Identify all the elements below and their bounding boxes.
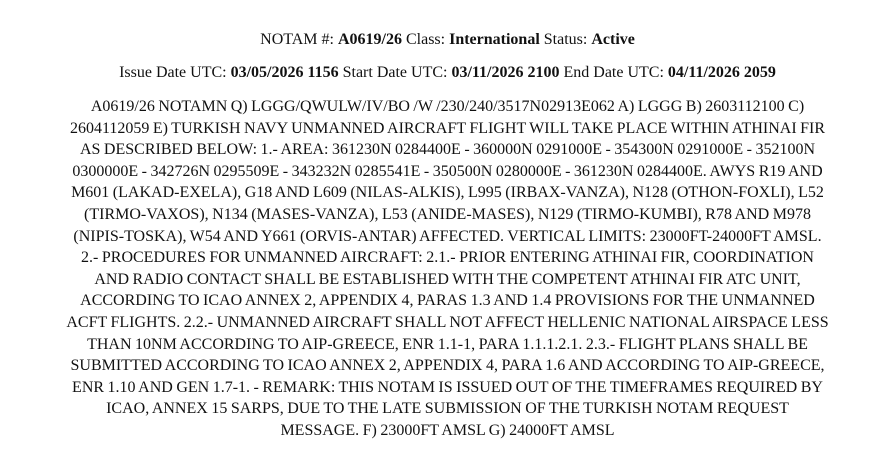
notam-text-line: ACFT FLIGHTS. 2.2.- UNMANNED AIRCRAFT SHALL NOT AFFECT HELLENIC NATIONAL AIRSPACE LESS — [66, 313, 829, 331]
notam-text-line: ENR 1.10 AND GEN 1.7-1. - REMARK: THIS NOTAM IS ISSUED OUT OF THE TIMEFRAMES REQUIRED BY — [72, 378, 823, 396]
status-value: Active — [591, 31, 635, 48]
notam-text-line: ICAO, ANNEX 15 SARPS, DUE TO THE LATE SUBMISSION OF THE TURKISH NOTAM REQUEST — [106, 400, 789, 418]
issue-date-label: Issue Date UTC: — [119, 64, 227, 81]
notam-number-value: A0619/26 — [337, 31, 402, 48]
notam-text-line: SUBMITTED ACCORDING TO ICAO ANNEX 2, APPENDIX 4, PARA 1.6 AND ACCORDING TO AIP-GREECE, — [70, 357, 825, 375]
notam-text-line: A0619/26 NOTAMN Q) LGGG/QWULW/IV/BO /W /230/240/3517N02913E062 A) LGGG B) 2603112100 C) — [90, 98, 805, 115]
class-value: International — [449, 31, 540, 48]
notam-text-line: 2604112059 E) TURKISH NAVY UNMANNED AIRCRAFT FLIGHT WILL TAKE PLACE WITHIN ATHINAI FIR — [69, 119, 826, 137]
notam-text — [4, 96, 891, 442]
start-date-label: Start Date UTC: — [342, 64, 448, 81]
notam-dates-line — [0, 63, 895, 83]
notam-text-line: MESSAGE. F) 23000FT AMSL G) 24000FT AMSL — [280, 421, 615, 439]
notam-header-line — [0, 30, 895, 50]
notam-text-line: ACCORDING TO ICAO ANNEX 2, APPENDIX 4, PARAS 1.3 AND 1.4 PROVISIONS FOR THE UNMANNED — [80, 292, 815, 310]
notam-text-line: 2.- PROCEDURES FOR UNMANNED AIRCRAFT: 2.1.- PRIOR ENTERING ATHINAI FIR, COORDINATION — [81, 249, 814, 267]
end-date-value: 04/11/2026 2059 — [667, 64, 776, 81]
start-date-value: 03/11/2026 2100 — [451, 64, 560, 81]
notam-text-line: AS DESCRIBED BELOW: 1.- AREA: 361230N 0284400E - 360000N 0291000E - 354300N 0291000E - 352100N — [79, 141, 816, 159]
notam-number-label: NOTAM #: — [260, 31, 334, 48]
end-date-label: End Date UTC: — [563, 64, 664, 81]
notam-text-line: AND RADIO CONTACT SHALL BE ESTABLISHED WITH THE COMPETENT ATHINAI FIR ATC UNIT, — [94, 270, 801, 288]
notam-text-line: M601 (LAKAD-EXELA), G18 AND L609 (NILAS-ALKIS), L995 (IRBAX-VANZA), N128 (OTHON-FOXLI), L52 — [71, 184, 824, 202]
issue-date-value: 03/05/2026 1156 — [230, 64, 339, 81]
notam-text-line: 0300000E - 342726N 0295509E - 343232N 0285541E - 350500N 0280000E - 361230N 0284400E. AWYS R19 AND — [72, 162, 823, 180]
notam-text-line: (NIPIS-TOSKA), W54 AND Y661 (ORVIS-ANTAR) AFFECTED. VERTICAL LIMITS: 23000FT-24000FT AMSL. — [73, 227, 822, 245]
status-label: Status: — [543, 31, 588, 48]
class-label: Class: — [405, 31, 446, 48]
notam-text-line: THAN 10NM ACCORDING TO AIP-GREECE, ENR 1.1-1, PARA 1.1.1.2.1. 2.3.- FLIGHT PLANS SHALL BE — [87, 335, 808, 353]
notam-text-line: (TIRMO-VAXOS), N134 (MASES-VANZA), L53 (ANIDE-MASES), N129 (TIRMO-KUMBI), R78 AND M978 — [84, 205, 811, 223]
